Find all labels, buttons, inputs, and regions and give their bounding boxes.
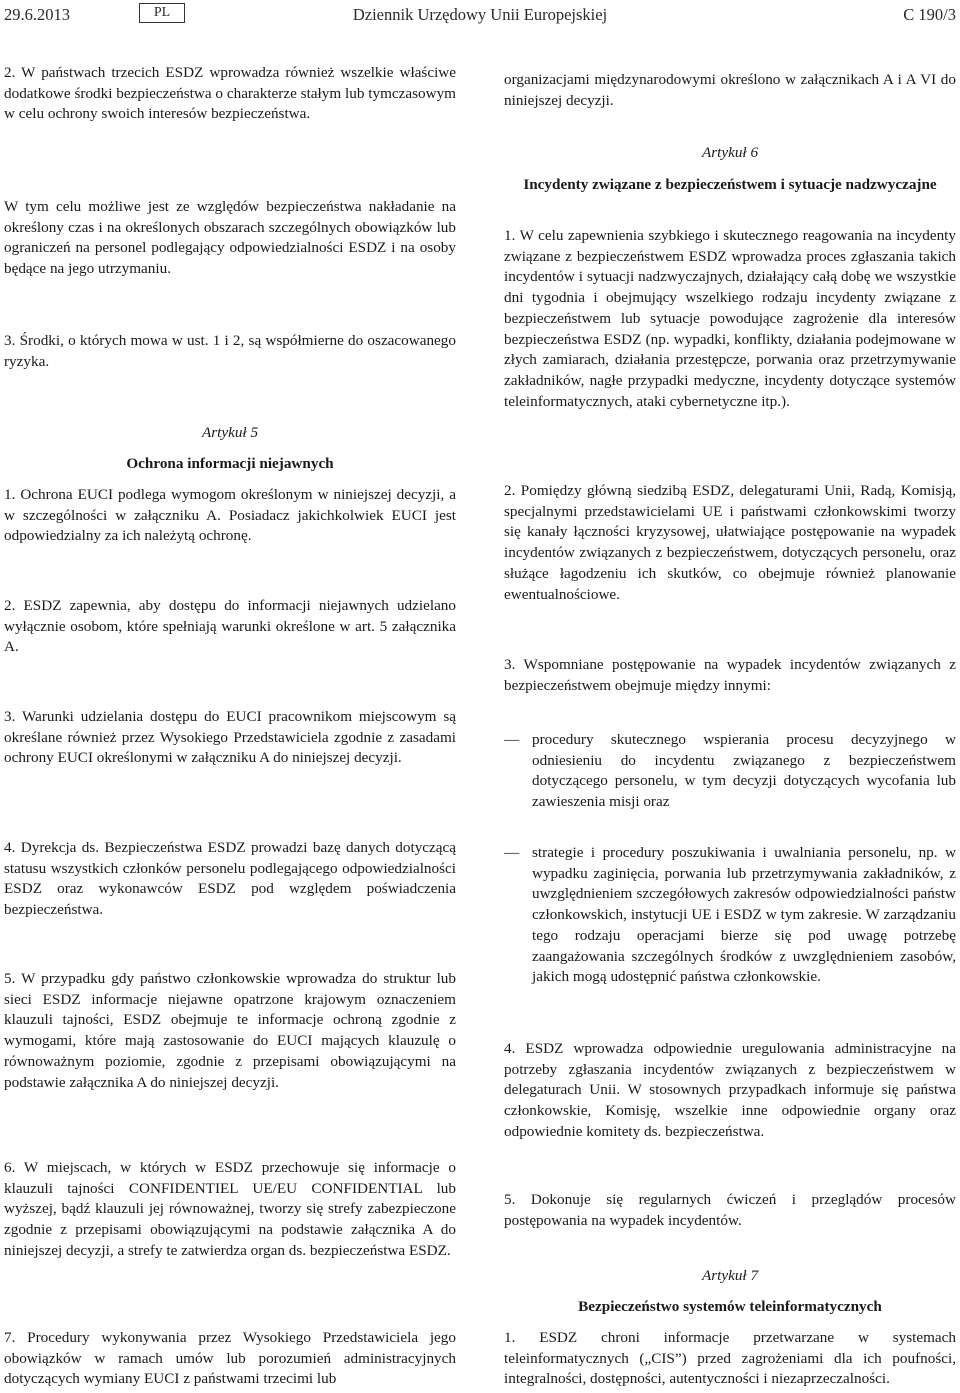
paragraph-2: 2. W państwach trzecich ESDZ wprowadza również wszelkie właściwe dodatkowe środki bezpieczeństwa o charakterze stałym lub tymczasowym w celu ochrony swoich interesów bezpieczeństwa. [4, 64, 456, 123]
article-5-paragraph-7: 7. Procedury wykonywania przez Wysokiego Przedstawiciela jego obowiązków w ramach umów lub porozumień administracyjnych dotyczących wymiany EUCI z państwami trzecimi lub [4, 1329, 456, 1388]
article-5-title: Ochrona informacji niejawnych [126, 455, 334, 472]
article-5-paragraph-1: 1. Ochrona EUCI podlega wymogom określonym w niniejszej decyzji, a w szczególności w załączniku A. Posiadacz jakichkolwiek EUCI jest odpowiedzialny za ich należytą ochronę. [4, 486, 456, 545]
article-6-paragraph-3: 3. Wspomniane postępowanie na wypadek incydentów związanych z bezpieczeństwem obejmuje między innymi: [504, 656, 956, 694]
article-6-title: Incydenty związane z bezpieczeństwem i sytuacje nadzwyczajne [523, 176, 937, 193]
paragraph-2-continued: W tym celu możliwe jest ze względów bezpieczeństwa nakładanie na określony czas i na określonych obszarach szczególnych obowiązków lub ograniczeń na personel podlegający odpowiedzialności ESDZ i na osoby będące na jego utrzymaniu. [4, 198, 456, 278]
article-5-paragraph-6: 6. W miejscach, w których w ESDZ przechowuje się informacje o klauzuli tajności CONFIDENTIEL UE/EU CONFIDENTIAL lub wyższej, bądź klauzuli jej równoważnej, tworzy się strefy zabezpieczone zgodnie z przepisami obowiązującymi na podstawie załącznika A do niniejszej decyzji, a strefy te zatwierdza organ ds. bezpieczeństwa ESDZ. [4, 1159, 456, 1259]
page-header [4, 3, 956, 27]
article-5-paragraph-4: 4. Dyrekcja ds. Bezpieczeństwa ESDZ prowadzi bazę danych dotyczącą statusu wszystkich członków personelu podlegającego odpowiedzialności ESDZ oraz wykonawców ESDZ pod względem poświadczenia bezpieczeństwa. [4, 839, 456, 919]
publication-date: 29.6.2013 [4, 5, 70, 24]
article-5-paragraph-2: 2. ESDZ zapewnia, aby dostępu do informacji niejawnych udzielano wyłącznie osobom, które spełniają warunki określone w art. 5 załącznika A. [4, 597, 456, 656]
article-6-paragraph-2: 2. Pomiędzy główną siedzibą ESDZ, delegaturami Unii, Radą, Komisją, specjalnymi przedstawicielami UE i państwami członkowskimi tworzy się kanały łączności kryzysowej, ułatwiające postępowanie na wypadek incydentów związanych z bezpieczeństwem, dotyczących personelu, oraz służące łagodzeniu ich skutków, co obejmuje również planowanie ewentualnościowe. [504, 482, 956, 603]
page-reference: C 190/3 [903, 5, 956, 24]
article-6-paragraph-1: 1. W celu zapewnienia szybkiego i skutecznego reagowania na incydenty związane z bezpieczeństwem ESDZ wprowadza proces zgłaszania takich incydentów i sytuacji nadzwyczajnych, działający całą dobę we wszystkie dni tygodnia i obejmujący wszelkiego rodzaju incydenty związane z bezpieczeństwem lub sytuacje powodujące zagrożenie dla interesów bezpieczeństwa ESDZ (np. wypadki, konflikty, działania podejmowane w złych zamiarach, działania przestępcze, porwania oraz przetrzymywanie zakładników, nagłe przypadki medyczne, incydenty dotyczące systemów teleinformatycznych, ataki cybernetyczne itp.). [504, 227, 956, 410]
article-5-number: Artykuł 5 [201, 424, 259, 441]
article-6-paragraph-4: 4. ESDZ wprowadza odpowiednie uregulowania administracyjne na potrzeby zgłaszania incydentów związanych z bezpieczeństwem w delegaturach Unii. W stosownych przypadkach informuje się państwa członkowskie, Komisję, wszelkie inne odpowiednie organy oraz odpowiednie komitety ds. bezpieczeństwa. [504, 1040, 956, 1140]
dash-marker: — [504, 844, 520, 861]
article-7-number: Artykuł 7 [701, 1267, 759, 1284]
article-7-paragraph-1: 1. ESDZ chroni informacje przetwarzane w systemach teleinformatycznych („CIS”) przed zagrożeniami dla ich poufności, integralności, dostępności, autentyczności i niezaprzeczalności. [504, 1329, 956, 1388]
dash-marker: — [504, 731, 520, 748]
journal-title: Dziennik Urzędowy Unii Europejskiej [352, 5, 608, 24]
article-5-paragraph-5: 5. W przypadku gdy państwo członkowskie wprowadza do struktur lub sieci ESDZ informacje niejawne opatrzone krajowym oznaczeniem klauzuli tajności, ESDZ obejmuje te informacje ochroną zgodnie z wymogami, które mają zastosowanie do EUCI mających klauzulę o równoważnym poziomie, zgodnie z przepisami obowiązującymi na podstawie załącznika A do niniejszej decyzji. [4, 970, 456, 1091]
article-5-paragraph-3: 3. Warunki udzielania dostępu do EUCI pracownikom miejscowym są określane również przez Wysokiego Przedstawiciela zgodnie z zasadami ochrony EUCI określonymi w załączniku A do niniejszej decyzji. [4, 708, 456, 767]
article-7-title: Bezpieczeństwo systemów teleinformatycznych [578, 1298, 882, 1315]
article-6-number: Artykuł 6 [701, 144, 759, 161]
continuation-paragraph: organizacjami międzynarodowymi określono w załącznikach A i A VI do niniejszej decyzji. [504, 71, 956, 109]
article-6-paragraph-5: 5. Dokonuje się regularnych ćwiczeń i przeglądów procesów postępowania na wypadek incydentów. [504, 1191, 956, 1229]
indent-item-text: procedury skutecznego wspierania procesu decyzyjnego w odniesieniu do incydentu związanego z bezpieczeństwem dotyczącego personelu, w tym decyzji dotyczących wycofania lub zawieszenia misji oraz [532, 731, 956, 811]
indent-item-text: strategie i procedury poszukiwania i uwalniania personelu, np. w wypadku zaginięcia, porwania lub przetrzymywania zakładników, z uwzględnieniem szczegółowych zakresów odpowiedzialności państw członkowskich, instytucji UE i ESDZ w tym zakresie. W zarządzaniu tego rodzaju operacjami bierze się pod uwagę potrzebę zaangażowania szczególnych środków z uwzględnieniem zasobów, jakich mogą udostępnić państwa członkowskie. [532, 844, 956, 986]
language-badge: PL [139, 3, 185, 23]
paragraph-3: 3. Środki, o których mowa w ust. 1 i 2, są współmierne do oszacowanego ryzyka. [4, 332, 456, 370]
